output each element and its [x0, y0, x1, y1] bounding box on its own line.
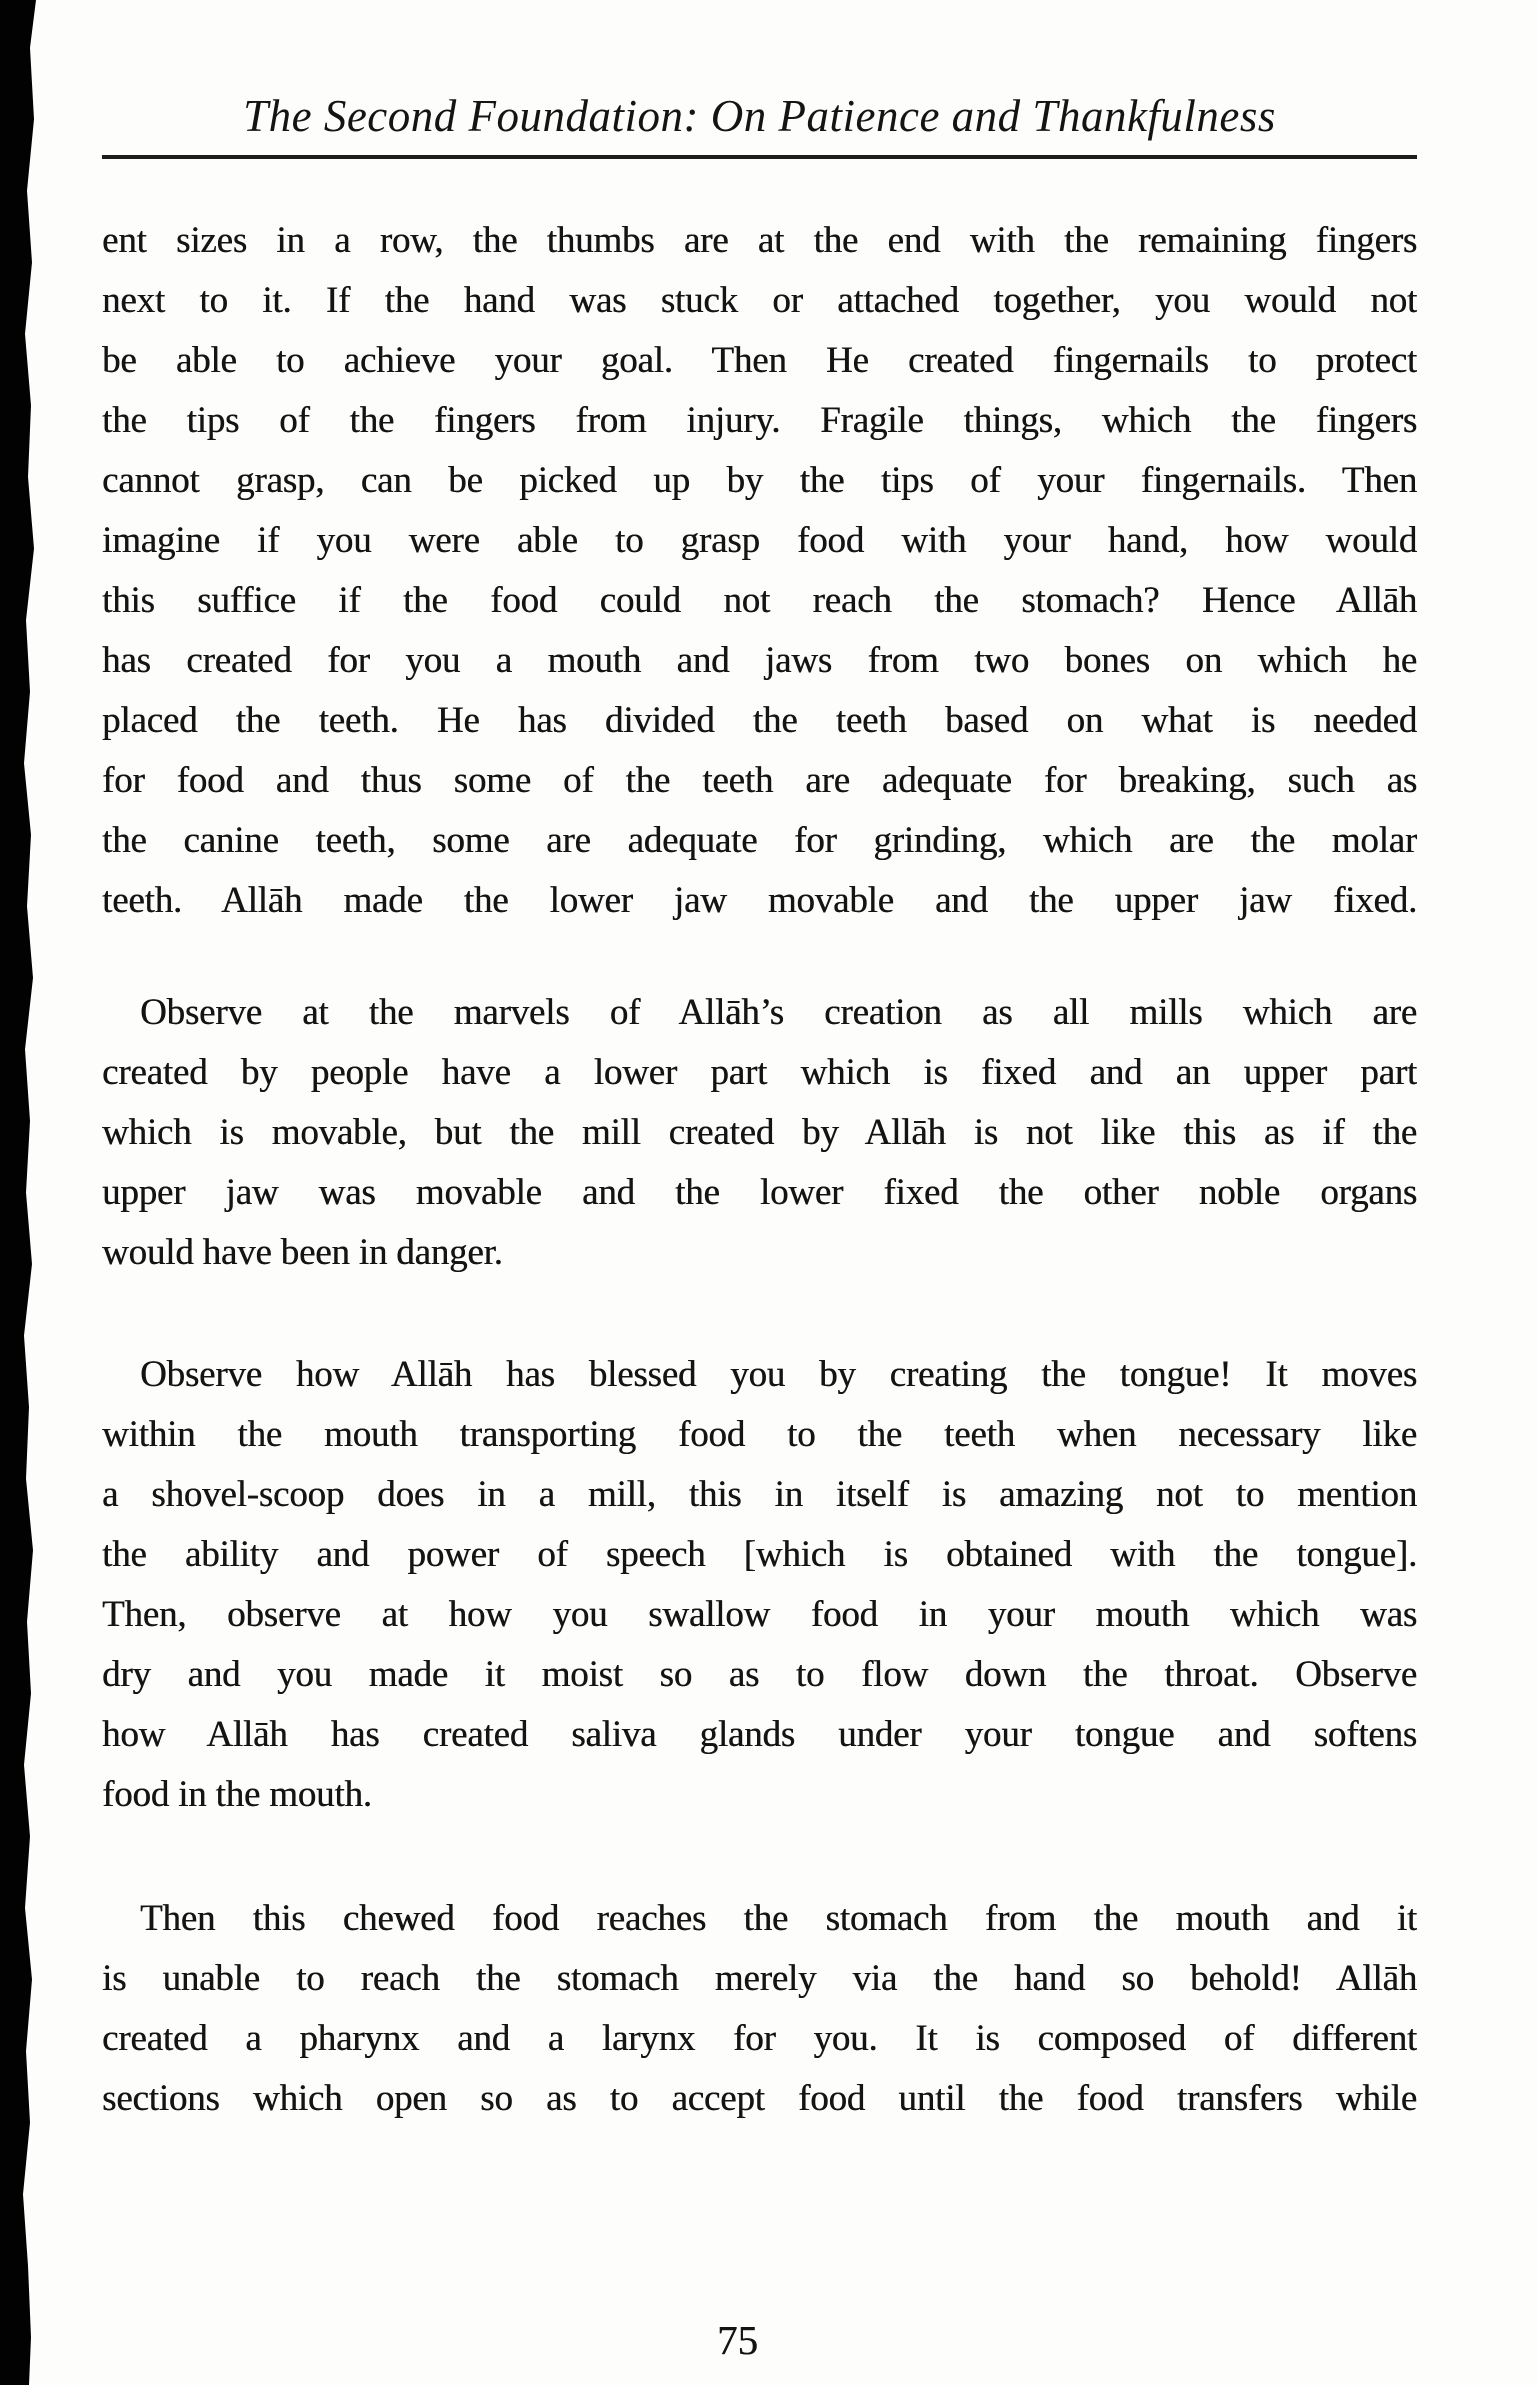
running-header-title: The Second Foundation: On Patience and Thankfulness: [243, 91, 1276, 141]
text-line: within the mouth transporting food to the teeth when necessary like: [102, 1413, 1417, 1455]
paragraph: [102, 1889, 1417, 2129]
text-line: created a pharynx and a larynx for you. It is composed of different: [102, 2017, 1417, 2059]
text-line: be able to achieve your goal. Then He created fingernails to protect: [102, 339, 1417, 381]
text-line: which is movable, but the mill created by Allāh is not like this as if the: [102, 1111, 1417, 1153]
text-line: teeth. Allāh made the lower jaw movable and the upper jaw fixed.: [102, 879, 1417, 921]
paragraph: [102, 211, 1417, 931]
text-line: Observe at the marvels of Allāh’s creation as all mills which are: [140, 991, 1417, 1033]
text-line: cannot grasp, can be picked up by the tips of your fingernails. Then: [102, 459, 1417, 501]
book-binding-scan-edge: [0, 0, 40, 2385]
text-line: the tips of the fingers from injury. Fragile things, which the fingers: [102, 399, 1417, 441]
text-line: a shovel-scoop does in a mill, this in itself is amazing not to mention: [102, 1473, 1417, 1515]
text-line: this suffice if the food could not reach the stomach? Hence Allāh: [102, 579, 1417, 621]
text-line: is unable to reach the stomach merely via the hand so behold! Allāh: [102, 1957, 1417, 1999]
text-line: has created for you a mouth and jaws from two bones on which he: [102, 639, 1417, 681]
text-line: how Allāh has created saliva glands under your tongue and softens: [102, 1713, 1417, 1755]
text-line: upper jaw was movable and the lower fixed the other noble organs: [102, 1171, 1417, 1213]
paragraph: [102, 1345, 1417, 1825]
text-line: created by people have a lower part which is fixed and an upper part: [102, 1051, 1417, 1093]
text-line: sections which open so as to accept food until the food transfers while: [102, 2077, 1417, 2119]
page-content: [102, 0, 1417, 2365]
text-line: the canine teeth, some are adequate for grinding, which are the molar: [102, 819, 1417, 861]
text-line: ent sizes in a row, the thumbs are at the end with the remaining fingers: [102, 219, 1417, 261]
text-line: Then this chewed food reaches the stomach from the mouth and it: [140, 1897, 1417, 1939]
text-line: Observe how Allāh has blessed you by creating the tongue! It moves: [140, 1353, 1417, 1395]
text-line: imagine if you were able to grasp food with your hand, how would: [102, 519, 1417, 561]
text-line: food in the mouth.: [102, 1773, 372, 1815]
page-number: 75: [717, 2316, 758, 2363]
text-line: the ability and power of speech [which is obtained with the tongue].: [102, 1533, 1417, 1575]
text-line: next to it. If the hand was stuck or attached together, you would not: [102, 279, 1417, 321]
text-line: for food and thus some of the teeth are adequate for breaking, such as: [102, 759, 1417, 801]
text-line: dry and you made it moist so as to flow down the throat. Observe: [102, 1653, 1417, 1695]
text-line: Then, observe at how you swallow food in your mouth which was: [102, 1593, 1417, 1635]
text-line: placed the teeth. He has divided the teeth based on what is needed: [102, 699, 1417, 741]
header-rule: [102, 155, 1417, 159]
text-line: would have been in danger.: [102, 1231, 503, 1273]
paragraph: [102, 983, 1417, 1283]
